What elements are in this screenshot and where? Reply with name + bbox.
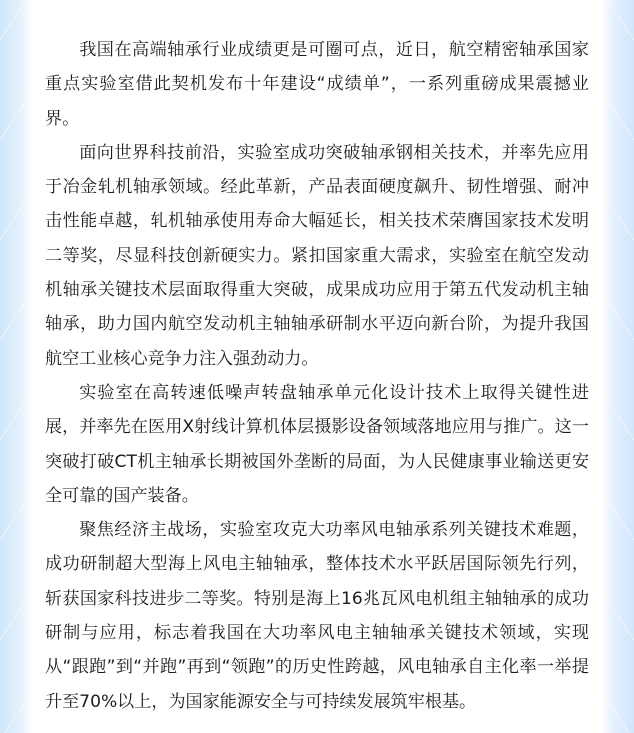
paragraph-intro: 我国在高端轴承行业成绩更是可圈可点，近日，航空精密轴承国家重点实验室借此契机发布十年建设“成绩单”，一系列重磅成果震撼业界。 (45, 40, 589, 129)
article-page (33, 0, 601, 733)
article-body (33, 0, 601, 719)
paragraph-ct-bearing: 实验室在高转速低噪声转盘轴承单元化设计技术上取得关键性进展，并率先在医用X射线计算机体层摄影设备领域落地应用与推广。这一突破打破CT机主轴承长期被国外垄断的局面，为人民健康事业输送更安全可靠的国产装备。 (45, 382, 589, 506)
right-border-decoration (601, 0, 634, 733)
left-border-decoration (0, 0, 33, 733)
paragraph-wind-power-bearing: 聚焦经济主战场，实验室攻克大功率风电轴承系列关键技术难题，成功研制超大型海上风电主轴轴承，整体技术水平跃居国际领先行列，斩获国家科技进步二等奖。特别是海上16兆瓦风电机组主轴轴承的成功研制与应用，标志着我国在大功率风电主轴轴承关键技术领域，实现从“跟跑”到“并跑”再到“领跑”的历史性跨越，风电轴承自主化率一举提升至70%以上，为国家能源安全与可持续发展筑牢根基。 (45, 520, 589, 712)
paragraph-bearing-steel-and-aero-engine: 面向世界科技前沿，实验室成功突破轴承钢相关技术，并率先应用于冶金轧机轴承领域。经此革新，产品表面硬度飙升、韧性增强、耐冲击性能卓越，轧机轴承使用寿命大幅延长，相关技术荣膺国家技术发明二等奖，尽显科技创新硬实力。紧扣国家重大需求，实验室在航空发动机轴承关键技术层面取得重大突破，成果成功应用于第五代发动机主轴轴承，助力国内航空发动机主轴轴承研制水平迈向新台阶，为提升我国航空工业核心竞争力注入强劲动力。 (45, 142, 589, 369)
